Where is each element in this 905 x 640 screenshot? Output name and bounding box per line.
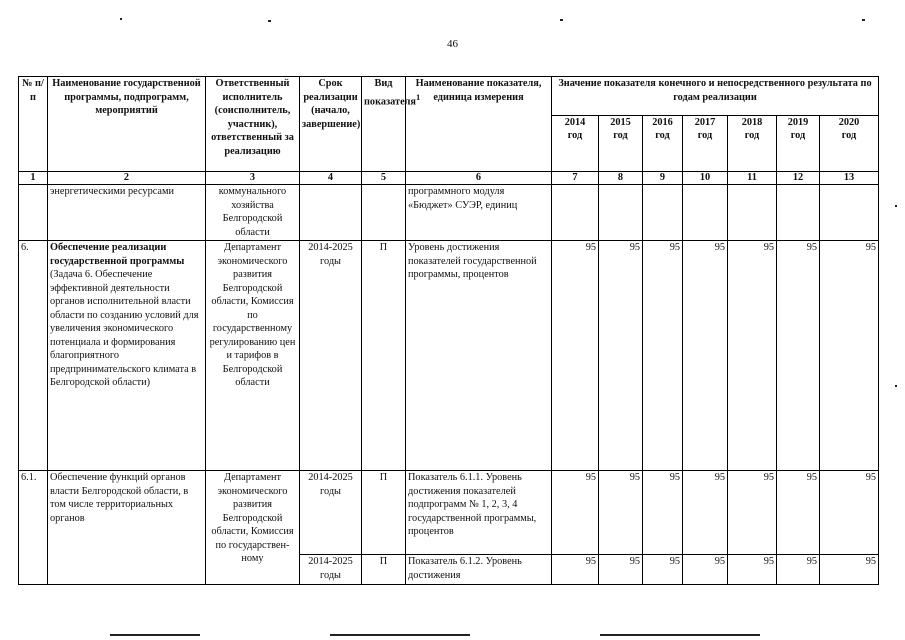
row-value: 95: [683, 555, 728, 585]
scan-mark: [862, 19, 865, 21]
column-number: 5: [362, 172, 406, 185]
row-value: 95: [728, 471, 777, 555]
row-value: 95: [820, 555, 879, 585]
header-values-group: Значение показателя конечного и непосредственного результата по годам реализации: [552, 77, 879, 116]
header-num: № п/п: [19, 77, 48, 172]
year-unit: год: [744, 130, 760, 142]
row-value: 95: [552, 555, 599, 585]
row-value: [728, 185, 777, 241]
column-number: 1: [19, 172, 48, 185]
row-indicator: Уровень достижения показателей государственной программы, процентов: [406, 241, 552, 471]
row-value: 95: [683, 471, 728, 555]
row-executor: коммунального хозяйства Белгородской области: [206, 185, 300, 241]
row-term: 2014-2025 годы: [300, 471, 362, 555]
header-year: [599, 115, 643, 171]
table-row: [19, 471, 879, 555]
year-label: 2016: [652, 116, 673, 128]
header-type: [362, 77, 421, 172]
row-executor: Департамент экономического развития Белгородской области, Комиссия по государствен-ному: [206, 471, 300, 585]
scan-mark: [330, 634, 470, 636]
row-indicator: Показатель 6.1.1. Уровень достижения показателей подпрограмм № 1, 2, 3, 4 государственной программы, процентов: [406, 471, 552, 555]
scan-mark: [895, 385, 897, 387]
header-term: Срок реализации (начало, завершение): [300, 77, 362, 172]
year-label: 2018: [741, 116, 763, 128]
header-type-footnote: 1: [416, 91, 421, 102]
year-label: 2014: [564, 116, 586, 128]
row-value: 95: [599, 241, 643, 471]
row-value: [599, 185, 643, 241]
row-value: 95: [643, 555, 683, 585]
row-type: П: [362, 555, 406, 585]
row-name: энергетическими ресурсами: [48, 185, 206, 241]
row-value: 95: [599, 471, 643, 555]
header-year: [820, 115, 879, 171]
column-number: 10: [683, 172, 728, 185]
year-unit: год: [697, 130, 713, 142]
page-number: 46: [447, 38, 458, 50]
year-label: 2020: [838, 116, 860, 128]
column-number: 2: [48, 172, 206, 185]
row-type: П: [362, 471, 406, 555]
scan-mark: [268, 20, 271, 22]
row-term: 2014-2025 годы: [300, 555, 362, 585]
row-value: [552, 185, 599, 241]
year-unit: год: [655, 130, 670, 142]
header-year: [728, 115, 777, 171]
row-indicator: Показатель 6.1.2. Уровень достижения: [406, 555, 552, 585]
column-number: 13: [820, 172, 879, 185]
column-number: 4: [300, 172, 362, 185]
year-unit: год: [567, 130, 583, 142]
row-term: 2014-2025 годы: [300, 241, 362, 471]
column-number: 6: [406, 172, 552, 185]
row-name-rest: (Задача 6. Обеспечение эффективной деятельности органов исполнительной власти области по созданию условий для увеличения экономического потенциала и формирования благоприятного предпринимательского климата в Белгородской области): [50, 269, 199, 388]
row-value: 95: [552, 471, 599, 555]
table-row: [19, 185, 879, 241]
row-value: 95: [820, 471, 879, 555]
table-row: [19, 241, 879, 471]
row-value: 95: [643, 471, 683, 555]
row-name-bold: Обеспечение реализации государственной программы: [50, 242, 185, 267]
header-row: [19, 77, 879, 116]
scan-mark: [895, 205, 897, 207]
column-number: 9: [643, 172, 683, 185]
row-value: 95: [777, 241, 820, 471]
row-value: 95: [643, 241, 683, 471]
year-label: 2019: [787, 116, 809, 128]
row-name: [48, 241, 206, 471]
program-table: [18, 76, 879, 585]
row-value: 95: [599, 555, 643, 585]
year-label: 2017: [694, 116, 716, 128]
row-indicator: программного модуля «Бюджет» СУЭР, единиц: [406, 185, 552, 241]
row-value: [643, 185, 683, 241]
year-unit: год: [841, 130, 857, 142]
row-value: [683, 185, 728, 241]
header-executor: Ответственный исполнитель (соисполнитель, участник), ответственный за реализацию: [206, 77, 300, 172]
row-name: Обеспечение функций органов власти Белгородской области, в том числе территориальных органов: [48, 471, 206, 585]
column-number: 8: [599, 172, 643, 185]
column-number: 12: [777, 172, 820, 185]
scan-mark: [120, 18, 122, 20]
scan-mark: [600, 634, 760, 636]
year-unit: год: [790, 130, 806, 142]
row-type: П: [362, 241, 406, 471]
header-indicator: Наименование показателя, единица измерения: [406, 77, 552, 172]
row-value: 95: [820, 241, 879, 471]
row-value: [820, 185, 879, 241]
column-number: 11: [728, 172, 777, 185]
header-year: [777, 115, 820, 171]
row-value: 95: [728, 555, 777, 585]
row-value: 95: [552, 241, 599, 471]
header-name: Наименование государственной программы, подпрограмм, мероприятий: [48, 77, 206, 172]
row-num: 6.1.: [19, 471, 48, 585]
row-num: [19, 185, 48, 241]
column-number-row: [19, 172, 879, 185]
row-value: 95: [777, 471, 820, 555]
row-value: 95: [683, 241, 728, 471]
scan-mark: [560, 19, 563, 21]
year-label: 2015: [610, 116, 631, 128]
row-value: 95: [777, 555, 820, 585]
header-year: [643, 115, 683, 171]
column-number: 3: [206, 172, 300, 185]
row-value: 95: [728, 241, 777, 471]
year-unit: год: [613, 130, 628, 142]
header-type-text: Вид показателя: [364, 78, 417, 107]
row-num: 6.: [19, 241, 48, 471]
header-year: [552, 115, 599, 171]
row-type: [362, 185, 406, 241]
row-value: [777, 185, 820, 241]
row-term: [300, 185, 362, 241]
header-year: [683, 115, 728, 171]
row-executor: Департамент экономического развития Белгородской области, Комиссия по государственному регулированию цен и тарифов в Белгородской области: [206, 241, 300, 471]
column-number: 7: [552, 172, 599, 185]
scan-mark: [110, 634, 200, 636]
